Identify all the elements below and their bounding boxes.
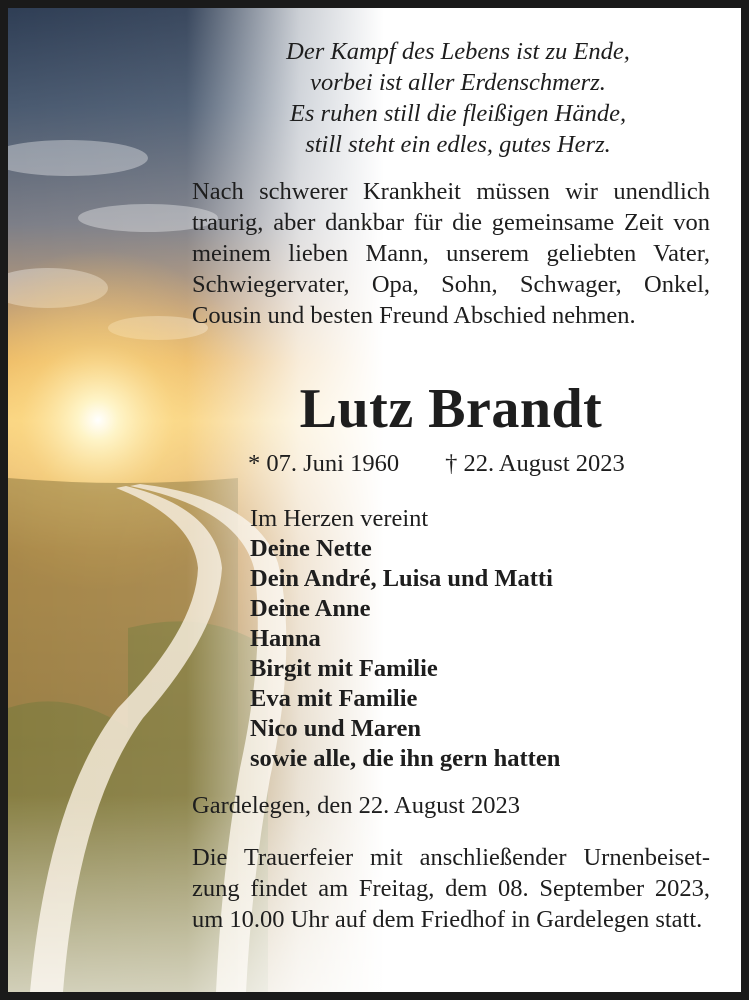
mourner-name: Nico und Maren — [250, 715, 422, 742]
birth-date: * 07. Juni 1960 — [248, 450, 400, 477]
memorial-poem — [198, 36, 718, 160]
mourners-list — [250, 504, 560, 774]
poem-line: Es ruhen still die fleißigen Hände, — [289, 100, 627, 127]
intro-line: Onkel, Cousin und besten Freund Abschied — [192, 271, 711, 329]
intro-line: traurig, aber dankbar für die gemeinsame Zeit — [192, 209, 664, 236]
poem-line: vorbei ist aller Erdenschmerz. — [310, 69, 606, 96]
deceased-name: Lutz Brandt — [299, 378, 603, 440]
mourner-name: Birgit mit Familie — [250, 655, 438, 682]
funeral-line: um 10.00 Uhr auf dem Friedhof in Gardelegen — [192, 906, 650, 933]
mourner-name: sowie alle, die ihn gern hatten — [250, 745, 561, 772]
place-and-date: Gardelegen, den 22. August 2023 — [192, 792, 520, 819]
death-date: † 22. August 2023 — [445, 450, 625, 477]
intro-line: von meinem lieben Mann, unserem geliebten — [192, 209, 710, 267]
life-dates — [248, 448, 625, 479]
intro-line: Nach schwerer Krankheit müssen wir unendlich — [192, 178, 710, 205]
funeral-line: statt. — [655, 906, 703, 933]
mourner-name: Hanna — [250, 625, 321, 652]
funeral-notice — [192, 842, 710, 935]
intro-paragraph — [192, 176, 710, 331]
mourner-name: Deine Nette — [250, 535, 372, 562]
funeral-line: Die Trauerfeier mit anschließender Urnenbeiset- — [192, 844, 710, 871]
mourner-name: Dein André, Luisa und Matti — [250, 565, 553, 592]
intro-line: Vater, Schwiegervater, Opa, Sohn, Schwager, — [192, 240, 710, 298]
funeral-line: zung findet am Freitag, dem 08. September 2023, — [192, 875, 710, 902]
mourner-name: Eva mit Familie — [250, 685, 418, 712]
mourners-heading: Im Herzen vereint — [250, 505, 429, 532]
intro-line: nehmen. — [552, 302, 636, 329]
mourner-name: Deine Anne — [250, 595, 371, 622]
poem-line: Der Kampf des Lebens ist zu Ende, — [286, 38, 630, 65]
poem-line: still steht ein edles, gutes Herz. — [305, 131, 611, 158]
